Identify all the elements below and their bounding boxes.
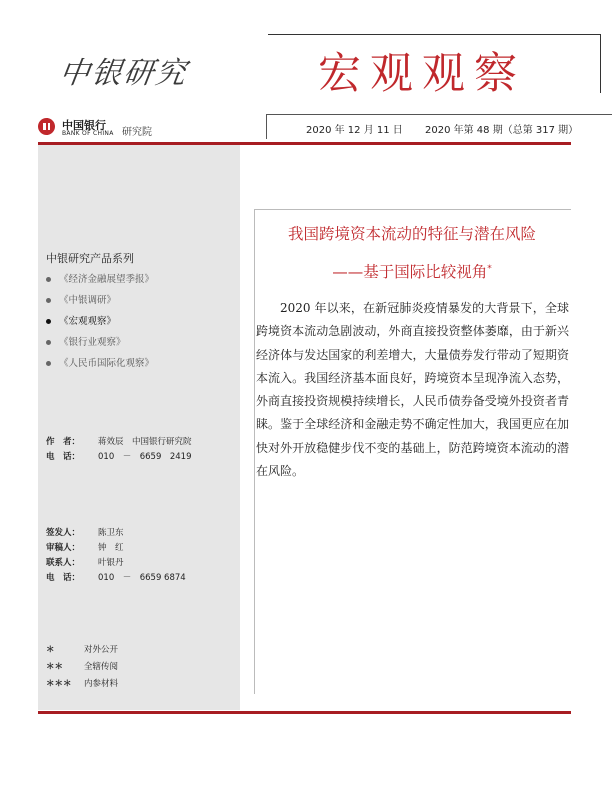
level-row [46,642,118,659]
article-abstract: 2020 年以来，在新冠肺炎疫情暴发的大背景下，全球跨境资本流动急剧波动，外商直接投资整体萎靡，由于新兴经济体与发达国家的利差增大，大量债券发行带动了短期资本流入。我国经济基本面良好，跨境资本呈现净流入态势，外商直接投资规模持续增长，人民币债券备受境外投资者青睐。鉴于全球经济和金融走势不确定性加大，我国更应在加快对外开放稳健步伐不变的基础上，防范跨境资本流动的潜在风险。 [256,301,569,479]
contact-phone-row [46,571,186,586]
signer-value: 陈卫东 [98,528,124,538]
series-heading: 中银研究产品系列 [46,252,134,265]
level-label: 内参材料 [84,679,119,689]
article-subtitle [254,260,570,282]
series-item-label: 《宏观观察》 [59,316,117,327]
phone-value: 010 － 6659 6874 [98,573,186,583]
issue-date: 2020 年 12 月 11 日 [306,125,403,136]
reviewer-row [46,541,186,556]
bullet-icon [46,361,51,366]
sign-block [46,526,186,586]
article-title: 我国跨境资本流动的特征与潜在风险 [287,225,536,243]
series-item-label: 《人民币国际化观察》 [59,358,155,369]
level-row [46,676,118,693]
series-item [46,336,154,357]
level-stars: ＊＊＊ [46,679,72,689]
footnote-mark: * [487,263,492,274]
author-block [46,435,192,465]
bullet-icon [46,277,51,282]
series-item [46,273,154,294]
brand-script-logo: 中银研究 [57,56,190,91]
bank-name-cn: 中国银行 [62,119,106,132]
report-title: 宏观观察 [318,49,526,99]
series-item-label: 《经济金融展望季报》 [59,274,155,285]
level-label: 全辖传阅 [84,662,119,672]
author-value: 蒋效辰 中国银行研究院 [98,437,192,447]
level-stars: ＊ [46,645,55,655]
author-row [46,435,192,450]
series-item-label: 《银行业观察》 [59,337,126,348]
reviewer-key: 审稿人： [46,543,81,553]
series-item-current [46,315,154,336]
issue-number: 2020 年第 48 期（总第 317 期） [425,125,579,136]
signer-row [46,526,186,541]
contact-value: 叶银丹 [98,558,124,568]
level-stars: ＊＊ [46,662,64,672]
contact-row [46,556,186,571]
series-list [46,273,154,378]
phone-key: 电 话： [46,573,81,583]
level-label: 对外公开 [84,645,119,655]
distribution-levels [46,642,118,693]
bullet-icon [46,319,51,324]
author-phone-row [46,450,192,465]
author-key: 作 者： [46,437,81,447]
bullet-icon [46,298,51,303]
sidebar-panel [38,145,240,710]
bullet-icon [46,340,51,345]
series-item [46,294,154,315]
footer-divider [38,711,571,714]
phone-value: 010 － 6659 2419 [98,452,192,462]
series-item [46,357,154,378]
series-item-label: 《中银调研》 [59,295,117,306]
bank-of-china-emblem-icon [38,118,55,135]
signer-key: 签发人： [46,528,81,538]
article-subtitle-text: ——基于国际比较视角 [332,263,488,281]
bank-logo [38,116,228,140]
institute-label: 研究院 [122,127,152,138]
contact-key: 联系人： [46,558,81,568]
bank-name-en: BANK OF CHINA [62,130,114,137]
phone-key: 电 话： [46,452,81,462]
level-row [46,659,118,676]
reviewer-value: 钟 红 [98,543,124,553]
